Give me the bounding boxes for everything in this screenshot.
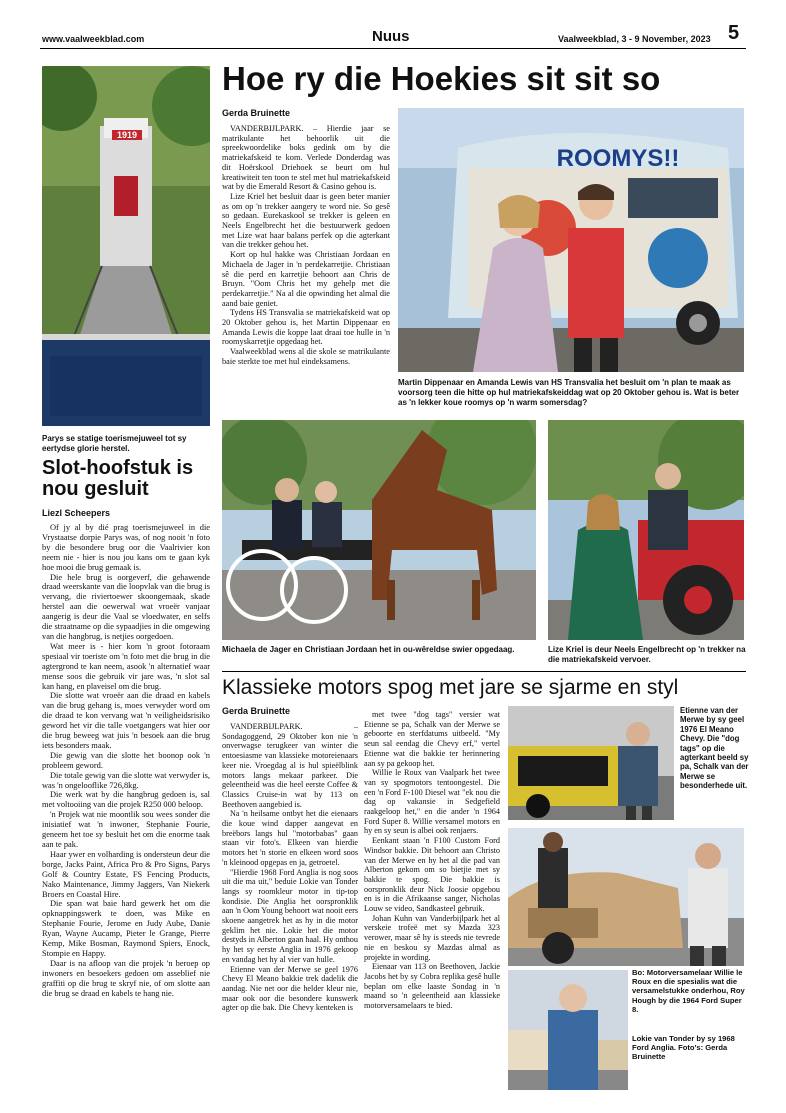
paragraph: Eenkant staan 'n F100 Custom Ford Windsor bakkie. Dit behoort aan Christo van der Merwe en hy het al die pad van Alberton gekom om so bietjie met sy bakkie te spog. Die bakkie is oorspronklik deur Nick Joosie opgebou en is in die Afrikaanse sanger, Nicholas Louw se video, Sandkasteel gebruik. — [364, 836, 500, 914]
paragraph: Wat meer is - hier kom 'n groot fotoraam spesiaal vir toeriste om 'n foto met die brug in die agtergrond te kan neem, asook 'n alternatief waar mense soos die gebruik vir jare was, 'n slot sal kan hang, en plaveisel om die brug. — [42, 641, 210, 691]
brug-article-body — [42, 523, 210, 1089]
paragraph: Tydens HS Transvalia se matriekafskeid wat op 20 Oktober gehou is, het Martin Dippenaar en Amanda Lewis die koppe laat draai toe hulle in 'n roomyskarretjie opgedaag het. — [222, 308, 390, 347]
bridge-photo — [42, 66, 210, 426]
motors-column-1 — [222, 722, 358, 1092]
paragraph: Die slotte wat vroeër aan die draad en kabels van die brug gehang is, moes verwyder word om die draad te kon vervang wat 'n veiligheidsrisiko geword het vir die talle voetgangers wat hier oor die brug beweeg wat juis 'n besoek aan die brug iets besonders maak. — [42, 691, 210, 750]
ford-super8-photo — [508, 828, 744, 966]
paragraph: 'n Projek wat nie moontlik sou wees sonder die inisiatief wat 'n inwoner, Stephanie Fourie, geneem het toe sy besluit het om die enorme taak aan te pak. — [42, 810, 210, 849]
page-number: 5 — [728, 22, 740, 44]
bridge-photo-caption: Parys se statige toerismejuweel tot sy eertydse glorie herstel. — [42, 434, 187, 453]
paragraph: Haar ywer en volharding is ondersteun deur die borge, Jacks Paint, Africa Pro & Pro Signs, Parys Golf & Country Estate, FS Fencing Products, Nako Maintenance, Jimmy Jaggers, Van Niekerk Broers en Coastal Hire. — [42, 849, 210, 899]
paragraph: Die totale gewig van die slotte wat verwyder is, was 'n ongelooflike 726,8kg. — [42, 770, 210, 790]
paragraph: Willie le Roux van Vaalpark het twee van sy spogmotors tentoongestel. Die een 'n Ford F-100 Diesel wat "ek nou die dag op vakansie in Sedgefield raakgeloop het," en die ander 'n 1964 Ford Super 8. Willie versamel motors en hy en sy seun is albei ook renjaers. — [364, 768, 500, 836]
anglia-photo-caption: Lokie van Tonder by sy 1968 Ford Anglia. Foto's: Gerda Bruinette — [632, 1034, 735, 1062]
motors-headline: Klassieke motors spog met jare se sjarme en styl — [222, 676, 679, 699]
tractor-photo-caption: Lize Kriel is deur Neels Engelbrecht op 'n trekker na die matriekafskeid vervoer. — [548, 645, 746, 664]
chevy-photo-caption: Etienne van der Merwe by sy geel 1976 El Meano Chevy. Die "dog tags" op die agterkant beeld sy pa, Schalk van der Merwe se besonderhede uit. — [680, 706, 749, 791]
paragraph: Daar is na afloop van die projek 'n beroep op inwoners en besoekers gedoen om asseblief nie graffiti op die brug te skryf nie, of om slotte aan die brug se draad en kabels te hang nie. — [42, 958, 210, 998]
motors-byline: Gerda Bruinette — [222, 706, 291, 716]
horse-photo-caption: Michaela de Jager en Christiaan Jordaan het in ou-wêreldse swier opgedaag. — [222, 645, 515, 654]
header-rule — [40, 48, 746, 49]
motors-rule — [222, 671, 746, 672]
hoekies-byline: Gerda Bruinette — [222, 108, 291, 118]
van-sign: ROOMYS!! — [556, 145, 680, 172]
issue-date: Vaalweekblad, 3 - 9 November, 2023 — [558, 34, 711, 44]
paragraph: VANDERBIJLPARK. – Hierdie jaar se matrikulante het behoorlik uit die spreekwoordelike boks gedink om by die matriekafskeid te kom. Verlede Donderdag was dit Hoërskool Driehoek se beurt om hul kreatiwiteit ten toon te stel met hul matriekafskeid wat by die Emerald Resort & Casino gehou is. — [222, 124, 390, 192]
paragraph: Na 'n heilsame ontbyt het die eienaars die koue wind dapper aangevat en breëbors langs hul "motorbabas" gaan staan vir foto's. Elkeen van hierdie motors het 'n storie en elkeen word soos 'n kleinood opgepas en ja, getroetel. — [222, 809, 358, 867]
paragraph: Die span wat baie hard gewerk het om die opknappingswerk te doen, was Mike en Stephanie Fourie, Jerome en Judy Aube, Danie Ryan, Wayne Aucamp, Pieter le Grange, Pierre Kemp, Mike Bosman, Raymond Spiers, Enock, Stompie en Happy. — [42, 899, 210, 958]
ford-photo-caption: Bo: Motorversamelaar Willie le Roux en die spesialis wat die versamelstukke onderhou, Roy Hough by die 1964 Ford Super 8. — [632, 968, 745, 1014]
paragraph: Kort op hul hakke was Christiaan Jordaan en Michaela de Jager in 'n perdekarretjie. Christiaan sê die perd en karretjie behoort aan Chris de Bruyn. "Oom Chris het my gehelp met die perdekarretjie." Na al die opwinding het almal die aand baie geniet. — [222, 250, 390, 308]
ford-anglia-photo — [508, 970, 628, 1090]
paragraph: Of jy al by dié prag toerismejuweel in die Vrystaatse dorpie Parys was, of nog nooit 'n foto by die besondere brug oor die Vaalrivier kon neem nie - hier is nou jou kans om te gaan kyk hoe mooi die brug gemaak is. — [42, 523, 210, 572]
ice-cream-van-photo — [398, 108, 744, 372]
paragraph: "Hierdie 1968 Ford Anglia is nog soos uit die ma uit," beduie Lokie van Tonder langs sy roomkleur motor in tip-top kondisie. Die Anglia het oorspronklik aan 'n Oom Young behoort wat nooit eers skoene aangetrek het as hy in die motor geklim het nie. Lokie het die motor destyds in Alberton gaan haal. Hy onthou hy het sy eerste Anglia in 1976 gekoop en vandag het hy al vier van hulle. — [222, 867, 358, 964]
paragraph: met twee "dog tags" versier wat Etienne se pa, Schalk van der Merwe se geboorte en sterfdatums uitbeeld. "My seun sal eendag die Chevy erf," vertel Etienne wat die bakkie ter herinnering aan sy pa gekoop het. — [364, 710, 500, 768]
horse-cart-photo — [222, 420, 536, 640]
paragraph: VANDERBIJLPARK. – Sondagoggend, 29 Oktober kon nie 'n onverwagse terugkeer van winter die entoesiasme van klassieke motoreienaars keer nie. Vroegdag al is hul spieëlblink motors langs mekaar parkeer. Die geleentheid was die heel eerste Coffee & Classics Cruise-in wat by 113 on Beethoven aangebied is. — [222, 722, 358, 809]
paragraph: Die werk wat by die hangbrug gedoen is, sal met voltooiing van die projek R250 000 beloop. — [42, 790, 210, 810]
chevy-photo — [508, 706, 674, 820]
paragraph: Vaalweekblad wens al die skole se matrikulante baie sterkte toe met hul eindeksamens. — [222, 347, 390, 366]
hoekies-article-body — [222, 124, 390, 410]
site-url: www.vaalweekblad.com — [42, 34, 145, 44]
van-photo-caption: Martin Dippenaar en Amanda Lewis van HS Transvalia het besluit om 'n plan te maak as voorsorg teen die hitte op hul matriekafskeiddag wat op 20 Oktober gehou is. Wat is beter as 'n lekker koue roomys op 'n warm somersdag? — [398, 378, 740, 407]
section-title: Nuus — [372, 28, 410, 45]
paragraph: Johan Kuhn van Vanderbijlpark het al verskeie trofeë met sy Mazda 323 verower, maar sê hy is steeds nie tevrede nie en beskou sy Mazdas almal as projekte in wording. — [364, 913, 500, 962]
paragraph: Die gewig van die slotte het boonop ook 'n probleem geword. — [42, 750, 210, 770]
paragraph: Eienaar van 113 on Beethoven, Jackie Jacobs het by sy Cobra replika gesê hulle beplan om elke laaste Sondag in 'n maand so 'n geleentheid aan klassieke motorversamelaars te bied. — [364, 962, 500, 1011]
brug-byline: Liezl Scheepers — [42, 508, 111, 518]
bridge-sign: 1919 — [116, 130, 138, 140]
paragraph: Etienne van der Merwe se geel 1976 Chevy El Meano bakkie trek dadelik die aandag. Nie net oor die helder kleur nie, maar ook oor die besondere kunswerk agter op die bak. Die Chevy kenteken is — [222, 964, 358, 1013]
tractor-photo — [548, 420, 744, 640]
motors-column-2 — [364, 710, 500, 1092]
paragraph: Die hele brug is oorgeverf, die gehawende draad weerskante van die loopvlak van die brug is vervang, die riviertoewer skoongemaak, skade herstel aan die oewerwal wat vroeër vanjaar aangerig is deur die Vaal se vloedwater, en selfs die straatname op die sypaadjies in die omgewing van die hangbrug, is netjies oorgedoen. — [42, 572, 210, 641]
paragraph: Lize Kriel het besluit daar is geen beter manier as om op 'n trekker aangery te word nie. So gesê so gedaan. Eurekaskool se trekker is geleen en Neels Engelbrecht het die bestuurwerk gedoen met Lize wat haar balans perfek op die agterkant van die trekker gehou het. — [222, 191, 390, 250]
hoekies-headline: Hoe ry die Hoekies sit sit so — [222, 60, 661, 97]
brug-headline: Slot-hoofstuk is nou gesluit — [42, 457, 194, 500]
